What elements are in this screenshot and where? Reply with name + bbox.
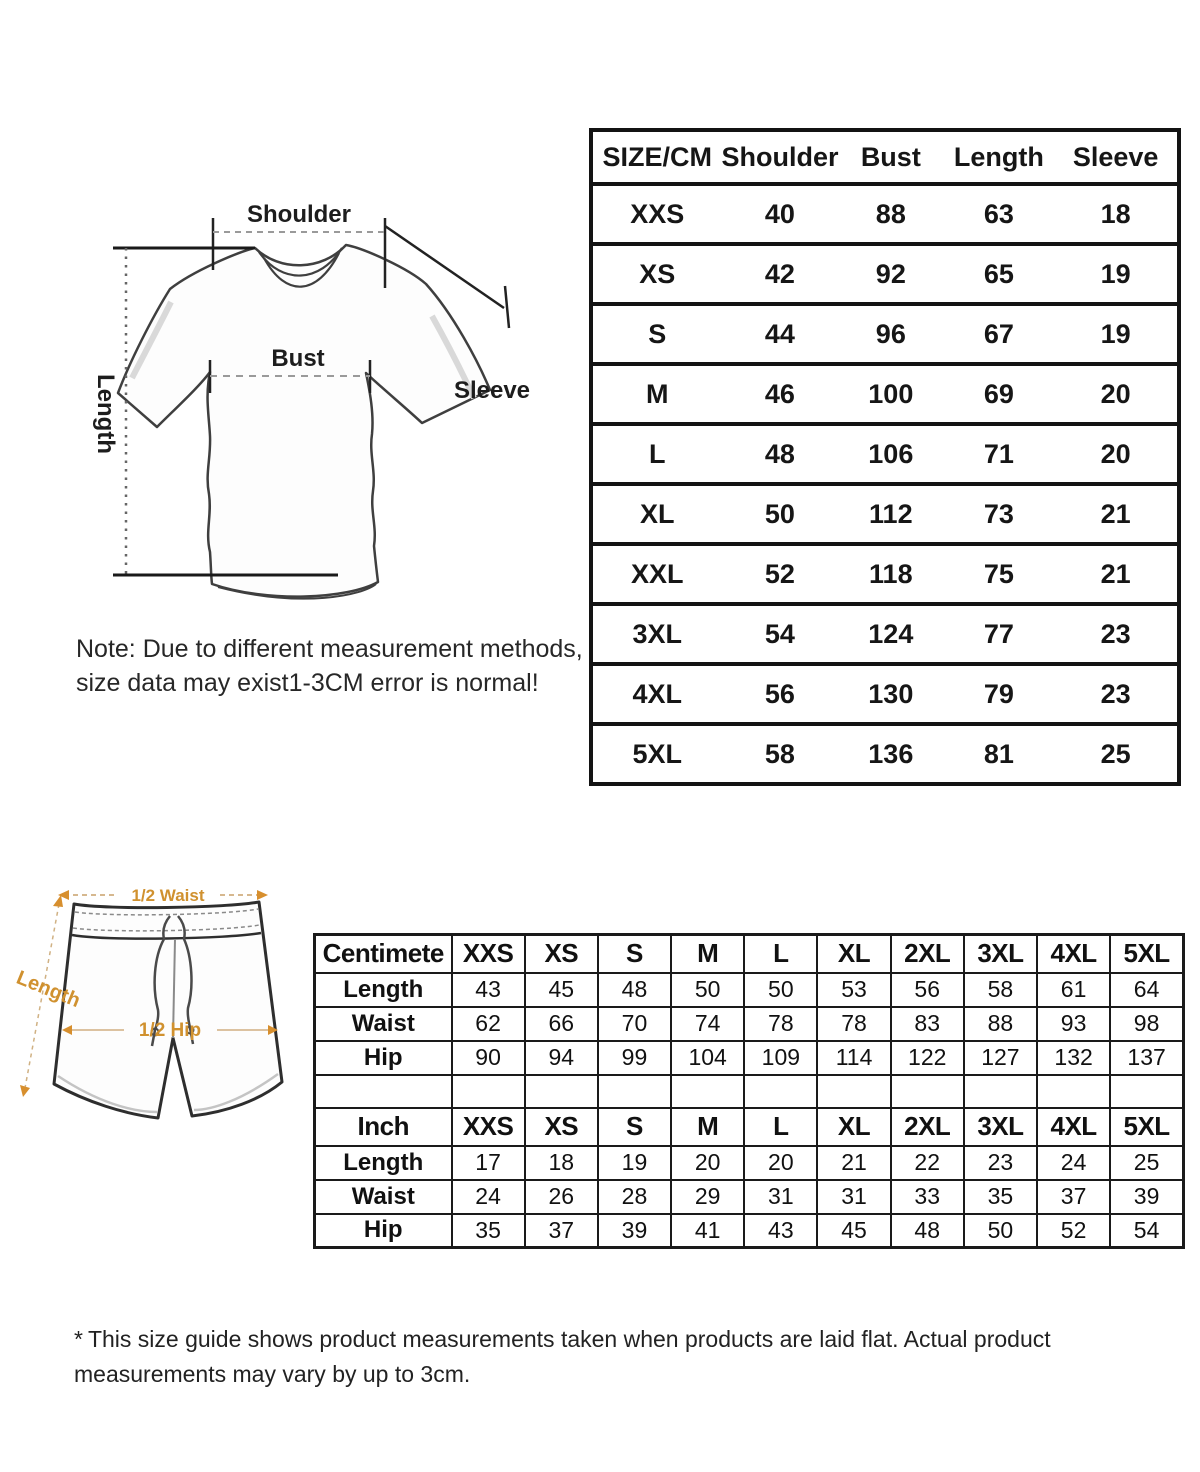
footnote-text: This size guide shows product measurements taken when products are laid flat. Actual product measurements may vary by up to 3cm. [74, 1326, 1051, 1387]
tshirt-measure-value: 23 [1100, 678, 1131, 709]
tshirt-measure-value: 44 [764, 318, 795, 349]
measure-value: 62 [452, 1007, 525, 1041]
tshirt-measure-value: 124 [868, 618, 914, 649]
measure-value: 137 [1110, 1041, 1183, 1075]
size-column-header: S [598, 1108, 671, 1146]
measure-value: 33 [891, 1180, 964, 1214]
measure-value: 21 [817, 1146, 890, 1180]
size-column-header: 4XL [1037, 1108, 1110, 1146]
tshirt-measure-value: 56 [764, 678, 795, 709]
empty-cell [315, 1075, 452, 1108]
measure-value: 19 [598, 1146, 671, 1180]
size-column-header: XXS [452, 935, 525, 973]
tshirt-size-label: M [645, 378, 669, 409]
tshirt-size-row [591, 424, 1179, 484]
tshirt-measure-value: 46 [764, 378, 795, 409]
measure-value: 37 [525, 1214, 598, 1248]
tshirt-measure-value: 42 [764, 258, 795, 289]
empty-cell [891, 1075, 964, 1108]
empty-cell [744, 1075, 817, 1108]
size-column-header: 5XL [1110, 1108, 1183, 1146]
arrowhead-right [257, 890, 268, 900]
footnote-asterisk: * [74, 1326, 83, 1352]
tshirt-measurement-diagram [58, 186, 570, 628]
measure-value: 66 [525, 1007, 598, 1041]
tshirt-measure-value: 112 [869, 498, 913, 529]
shorts-cm-header-row [315, 935, 1184, 973]
tshirt-measure-value: 100 [868, 378, 914, 409]
sleeve-tick [505, 286, 509, 328]
measure-value: 22 [891, 1146, 964, 1180]
tshirt-measure-value: 52 [764, 558, 795, 589]
bust-label: Bust [271, 345, 325, 372]
tshirt-measure-value: 71 [983, 438, 1014, 469]
tshirt-measure-value: 19 [1100, 318, 1131, 349]
measure-value: 88 [964, 1007, 1037, 1041]
tshirt-size-row [591, 484, 1179, 544]
size-column-header: L [744, 1108, 817, 1146]
shorts-length-label: Length [13, 966, 84, 1013]
measure-value: 17 [452, 1146, 525, 1180]
tshirt-size-label: 3XL [632, 618, 682, 649]
spacer-row [315, 1075, 1184, 1108]
measure-value: 132 [1037, 1041, 1110, 1075]
empty-cell [525, 1075, 598, 1108]
tshirt-measure-value: 69 [983, 378, 1014, 409]
shorts-measurement-diagram [12, 862, 324, 1150]
arrowhead-up [53, 895, 63, 907]
half-waist-label: 1/2 Waist [131, 886, 205, 905]
measure-value: 41 [671, 1214, 744, 1248]
measure-value: 54 [1110, 1214, 1183, 1248]
empty-cell [598, 1075, 671, 1108]
tshirt-measure-value: 65 [983, 258, 1014, 289]
measure-value: 98 [1110, 1007, 1183, 1041]
empty-cell [964, 1075, 1037, 1108]
size-column-header: 2XL [891, 935, 964, 973]
measure-value: 94 [525, 1041, 598, 1075]
measure-value: 52 [1037, 1214, 1110, 1248]
measure-value: 45 [817, 1214, 890, 1248]
measure-value: 70 [598, 1007, 671, 1041]
size-column-header: M [671, 935, 744, 973]
measure-value: 53 [817, 973, 890, 1007]
shorts-inch-row [315, 1146, 1184, 1180]
tshirt-measure-value: 79 [983, 678, 1014, 709]
tshirt-column-header: SIZE/CM [602, 141, 712, 172]
size-guide-footnote [74, 1322, 1174, 1391]
measure-value: 31 [817, 1180, 890, 1214]
tshirt-measure-value: 21 [1100, 558, 1131, 589]
measure-row-label: Waist [315, 1180, 452, 1214]
measure-value: 78 [817, 1007, 890, 1041]
tshirt-measure-value: 21 [1100, 498, 1131, 529]
measure-value: 24 [452, 1180, 525, 1214]
unit-label: Inch [315, 1108, 452, 1146]
tshirt-measure-value: 77 [983, 618, 1014, 649]
shorts-cm-row [315, 1007, 1184, 1041]
tshirt-measure-value: 88 [875, 198, 906, 229]
tshirt-measure-value: 20 [1100, 378, 1131, 409]
tshirt-measure-value: 18 [1100, 198, 1131, 229]
tshirt-size-table [589, 128, 1181, 786]
size-column-header: 3XL [964, 1108, 1037, 1146]
note-line-1: Note: Due to different measurement methods, [76, 635, 583, 663]
tshirt-size-row [591, 364, 1179, 424]
measure-value: 20 [671, 1146, 744, 1180]
length-label: Length [92, 374, 119, 454]
tshirt-measure-value: 63 [983, 198, 1014, 229]
measure-value: 45 [525, 973, 598, 1007]
tshirt-measure-value: 40 [764, 198, 795, 229]
tshirt-measure-value: 130 [868, 678, 914, 709]
tshirt-measure-value: 106 [868, 438, 914, 469]
measure-value: 61 [1037, 973, 1110, 1007]
tshirt-size-row [591, 184, 1179, 244]
measure-value: 39 [598, 1214, 671, 1248]
measure-row-label: Waist [315, 1007, 452, 1041]
measure-value: 43 [744, 1214, 817, 1248]
size-column-header: XS [525, 935, 598, 973]
measure-value: 93 [1037, 1007, 1110, 1041]
measure-value: 109 [744, 1041, 817, 1075]
measure-value: 43 [452, 973, 525, 1007]
measure-value: 114 [817, 1041, 890, 1075]
measure-value: 122 [891, 1041, 964, 1075]
tshirt-size-label: XS [639, 258, 676, 289]
size-column-header: XS [525, 1108, 598, 1146]
measure-value: 35 [964, 1180, 1037, 1214]
unit-label: Centimete [315, 935, 452, 973]
size-column-header: 4XL [1037, 935, 1110, 973]
measure-value: 104 [671, 1041, 744, 1075]
measure-value: 127 [964, 1041, 1037, 1075]
measure-row-label: Length [315, 973, 452, 1007]
measure-row-label: Hip [315, 1041, 452, 1075]
size-column-header: 3XL [964, 935, 1037, 973]
tshirt-measure-value: 67 [983, 318, 1014, 349]
measure-value: 50 [964, 1214, 1037, 1248]
measure-value: 64 [1110, 973, 1183, 1007]
measure-value: 90 [452, 1041, 525, 1075]
measure-value: 50 [671, 973, 744, 1007]
tshirt-size-label: XL [639, 498, 675, 529]
shorts-inch-row [315, 1180, 1184, 1214]
measure-value: 29 [671, 1180, 744, 1214]
tshirt-measure-value: 20 [1100, 438, 1131, 469]
tshirt-size-label: 4XL [632, 678, 682, 709]
measure-row-label: Hip [315, 1214, 452, 1248]
tshirt-measure-value: 81 [983, 738, 1014, 769]
measure-value: 24 [1037, 1146, 1110, 1180]
tshirt-size-label: XXL [630, 558, 684, 589]
tshirt-column-header: Bust [860, 141, 921, 172]
measure-value: 78 [744, 1007, 817, 1041]
tshirt-size-row [591, 244, 1179, 304]
tshirt-size-label: 5XL [632, 738, 682, 769]
size-column-header: L [744, 935, 817, 973]
measure-value: 83 [891, 1007, 964, 1041]
measure-value: 50 [744, 973, 817, 1007]
size-column-header: XXS [452, 1108, 525, 1146]
tshirt-size-label: S [648, 318, 667, 349]
tshirt-size-row [591, 304, 1179, 364]
measure-value: 39 [1110, 1180, 1183, 1214]
tshirt-size-row [591, 664, 1179, 724]
tshirt-table-header-row [591, 130, 1179, 184]
tshirt-measure-value: 136 [868, 738, 914, 769]
size-column-header: 5XL [1110, 935, 1183, 973]
tshirt-column-header: Length [953, 141, 1044, 172]
measure-value: 26 [525, 1180, 598, 1214]
measure-value: 31 [744, 1180, 817, 1214]
measure-value: 37 [1037, 1180, 1110, 1214]
tshirt-measure-value: 75 [983, 558, 1014, 589]
tshirt-measure-value: 92 [875, 258, 906, 289]
measure-value: 48 [891, 1214, 964, 1248]
measure-value: 58 [964, 973, 1037, 1007]
tshirt-measure-value: 48 [764, 438, 795, 469]
tshirt-outline [118, 245, 490, 597]
size-column-header: XL [817, 935, 890, 973]
measure-value: 35 [452, 1214, 525, 1248]
measure-value: 25 [1110, 1146, 1183, 1180]
tshirt-measure-value: 54 [764, 618, 795, 649]
empty-cell [1110, 1075, 1183, 1108]
tshirt-measure-value: 19 [1100, 258, 1131, 289]
shorts-inch-header-row [315, 1108, 1184, 1146]
tshirt-measure-value: 50 [764, 498, 795, 529]
size-column-header: 2XL [891, 1108, 964, 1146]
size-column-header: S [598, 935, 671, 973]
empty-cell [671, 1075, 744, 1108]
measurement-note [76, 633, 586, 701]
measure-value: 74 [671, 1007, 744, 1041]
tshirt-measure-value: 118 [869, 558, 913, 589]
measure-row-label: Length [315, 1146, 452, 1180]
tshirt-column-header: Sleeve [1072, 141, 1159, 172]
measure-value: 18 [525, 1146, 598, 1180]
measure-value: 48 [598, 973, 671, 1007]
tshirt-size-row [591, 544, 1179, 604]
shorts-inch-row [315, 1214, 1184, 1248]
note-line-2: size data may exist1-3CM error is normal! [76, 668, 539, 697]
measure-value: 56 [891, 973, 964, 1007]
measure-value: 23 [964, 1146, 1037, 1180]
tshirt-measure-value: 58 [764, 738, 795, 769]
arrowhead-down [20, 1085, 30, 1097]
tshirt-size-row [591, 724, 1179, 784]
measure-value: 28 [598, 1180, 671, 1214]
sleeve-label: Sleeve [453, 377, 531, 404]
empty-cell [1037, 1075, 1110, 1108]
measure-value: 20 [744, 1146, 817, 1180]
tshirt-size-label: XXS [630, 198, 685, 229]
shoulder-label: Shoulder [246, 201, 352, 228]
tshirt-measure-value: 25 [1100, 738, 1131, 769]
shorts-cm-row [315, 1041, 1184, 1075]
tshirt-column-header: Shoulder [721, 141, 839, 172]
tshirt-size-label: L [648, 438, 666, 469]
tshirt-measure-value: 23 [1100, 618, 1131, 649]
tshirt-measure-value: 73 [983, 498, 1014, 529]
empty-cell [452, 1075, 525, 1108]
tshirt-size-row [591, 604, 1179, 664]
measure-value: 99 [598, 1041, 671, 1075]
shorts-cm-row [315, 973, 1184, 1007]
size-column-header: XL [817, 1108, 890, 1146]
tshirt-measure-value: 96 [875, 318, 906, 349]
size-column-header: M [671, 1108, 744, 1146]
shorts-size-table [313, 933, 1185, 1249]
half-hip-label: 1/2 Hip [138, 1020, 202, 1041]
empty-cell [817, 1075, 890, 1108]
